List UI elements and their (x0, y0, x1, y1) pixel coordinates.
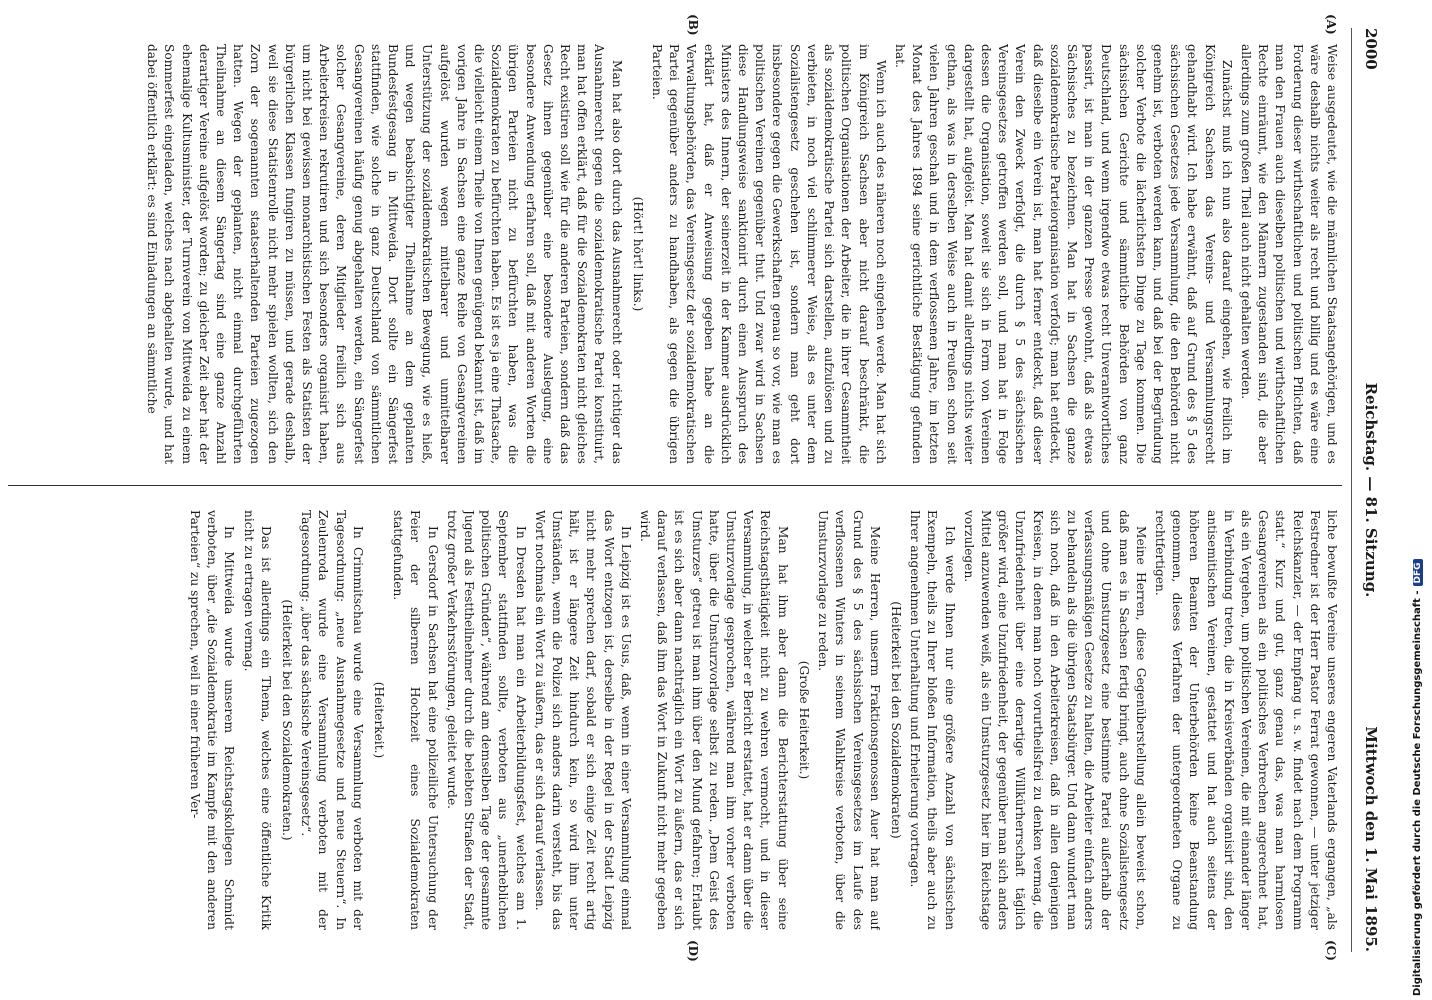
rotated-page (0, 10, 1390, 970)
margin-mark-b: (B) (686, 14, 700, 36)
paragraph: In Dresden hat man ein Arbeiterbildungsfest, welches am 1. September stattfinden sollte, verboten aus „unerheblichen politischen Gründen“, während am demselben Tage der gesammte Jugend als Festtheilnehmer durch die belebten Straßen der Stadt, trotz großer Verkehrsstörungen, geleitet wurde. (444, 510, 528, 930)
footer-credit: Digitalisierung gefördert durch die Deutsche Forschungsgemeinschaft - (1412, 590, 1423, 996)
paragraph: Wenn ich auch des näheren noch eingehen werde. Man hat sich im Königreich Sachsen aber nicht darauf beschränkt, die politischen Organisationen der Arbeiter, die in ihrer Gesammtheit als sozialdemokratische Partei sich darstellen, aufzulösen und zu verbieten, in noch viel schlimmerer Weise, als es unter dem Sozialistengesetz geschehen ist, sondern man geht dort insbesondere gegen die Gewerkschaften genau so vor, wie man es politischen Vereinen gegenüber thut. Und zwar wird in Sachsen diese Handlungsweise sanktionirt durch einen Ausspruch des Ministers des Innern, der seinerzeit in der Kammer ausdrücklich erklärt hat, daß er Anweisung gegeben habe an die Verwaltungsbehörden, das Vereinsgesetz der sozialdemokratischen Partei gegenüber anders zu handhaben, als gegen die übrigen Parteien. (650, 44, 888, 464)
paragraph: Das ist allerdings ein Thema, welches eine öffentliche Kritik nicht zu ertragen vermag. (241, 510, 273, 930)
interjection: (Große Heiterkeit.) (796, 660, 811, 780)
paragraph: Weise ausgedeutet, wie die männlichen Staatsangehörigen, und es wäre deshalb nichts weiter als recht und billig und es wäre eine Forderung dieser wirthschaftlichen und politischen Pflichten, daß man den Frauen auch dieselben politischen und wirthschaftlichen Rechte einräumt, wie den Männern zugestanden sind, die aber allerdings zum großen Theil auch nicht gehalten werden. (1238, 44, 1339, 464)
margin-mark-d: (D) (686, 940, 700, 962)
left-text-column (16, 44, 1340, 464)
session-date: Mittwoch den 1. Mai 1895. (1362, 726, 1380, 952)
margin-mark-c: (C) (1324, 940, 1338, 961)
digitization-footer (1412, 559, 1423, 996)
right-text-column (16, 510, 1340, 930)
interjection: (Heiterkeit.) (372, 681, 387, 759)
page-number: 2000 (1362, 28, 1380, 70)
paragraph: Meine Herren, diese Gegenüberstellung allein beweist schon, daß man es in Sachsen fertig bringt, auch ohne Sozialistengesetz und ohne Umsturzgesetz eine bestimmte Partei außerhalb der verfassungsmäßigen Gesetze zu halten, die Arbeiter einfach anders zu behandeln als die übrigen Staatsbürger. Und dann wundert man sich noch, daß in den Arbeiterkreisen, daß in allen denjenigen Kreisen, in denen man noch vorurtheilsfrei zu denken vermag, die Unzufriedenheit über eine derartige Willkürherrschaft täglich größer wird, eine Unzufriedenheit, der gegenüber man sich anders Mittel anzuwenden weiß, als ein Umsturzgesetz hier im Reichstage vorzulegen. (961, 510, 1148, 930)
margin-mark-a: (A) (1324, 14, 1338, 35)
running-title: Reichstag. — 81. Sitzung. (1362, 382, 1380, 598)
dfg-logo: DFG (1413, 559, 1423, 586)
paragraph: Man hat ihm aber dann die Berichterstattung über seine Reichstagsthätigkeit nicht zu wehren vermocht, und in dieser Versammlung, in welcher er Bericht erstattet, hat er dann über die Umsturzvorlage gesprochen, während man ihm vorher verboten hatte, über die Umsturzvorlage selbst zu reden. „Dem Geist des Umsturzes“ getreu ist man ihm über den Mund gefahren; Erlaubt ist es sich aber dann nachträglich ein Wort zu äußern, das er sich darauf verlassen, daß ihm das Wort in Zukunft nicht mehr gegeben wird. (638, 510, 790, 930)
paragraph: In Mittweida wurde unserem Reichstagskollegen Schmidt verboten, über „die Sozialdemokratie im Kampfe mit den anderen Parteien“ zu sprechen, weil in einer früheren Ver- (188, 510, 237, 930)
paragraph: Ich werde Ihnen nur eine größere Anzahl von sächsischen Exempeln, theils zu Ihrer bloßen Information, theils aber auch zu Ihrer angenehmen Unterhaltung und Erheiterung vortragen. (908, 510, 957, 930)
paragraph: In Leipzig ist es Usus, daß, wenn in einer Versammlung einmal das Wort entzogen ist, derselbe in der Regel in der Stadt Leipzig nicht mehr sprechen darf, sobald er sich einige Zeit recht artig hält, ist er längere Zeit hindurch kein, so wird ihm unter Umständen, wenn die Polizei sich anders darin versteht, bis das Wort nochmals ein Wort zu äußern, das er sich darauf verlassen. (532, 510, 633, 930)
interjection: (Heiterkeit bei den Sozialdemokraten) (888, 601, 903, 839)
paragraph: In Gersdorf in Sachsen hat eine polizeiliche Untersuchung der Feier der silbernen Hochzeit eines Sozialdemokraten stattgefunden. (391, 510, 440, 930)
paragraph: In Crimmitschau wurde eine Versammlung verboten mit der Tagesordnung: „neue Ausnahmegesetze und neue Steuern“. In Zeulenroda wurde eine Versammlung verboten mit der Tagesordnung: „über das sächsische Vereinsgesetz“. (299, 510, 365, 930)
paragraph: liche bewußte Vereine unseres engeren Vaterlands ergangen, „als Festredner ist der Herr Pastor Ferrat gewonnen, — unter jetziger Reichskanzler, — der Empfang u. s. w. findet nach dem Programm statt.“ Kurz und gut, ganz genau das, was man harmlosen Gesangvereinen als ein politisches Verbrechen angerechnet hat, als ein Vergehen, um politischen Vereinen, die mit einander länger in Verbindung treten, die in Kreisverbänden organisirt sind, den antisemitischen Vereinen, gestattet und hat auch seitens der höheren Beamten der Unterbehörden keine Beanstandung genommen, dieses Verfahren der untergeordneten Organe zu rechtfertigen. (1152, 510, 1339, 930)
paragraph: Meine Herren, unserm Fraktionsgenossen Auer hat man auf Grund des § 5 des sächsischen Vereinsgesetzes im Laufe des verflossenen Winters in seinem Wahlkreise verboten, über die Umsturzvorlage zu reden. (816, 510, 882, 930)
column-divider (8, 485, 1342, 486)
interjection: (Hört! hört! links.) (630, 196, 645, 312)
page-header (1351, 28, 1390, 952)
paragraph: Zunächst muß ich nun also darauf eingehen, wie freilich im Königreich Sachsen das Vereins- und Versammlungsrecht gehandhabt wird. Ich habe erwähnt, daß auf Grund des § 5 des sächsischen Gesetzes jede Versammlung, die den Behörden nicht genehm ist, verboten werden kann, und daß bei der Begründung solcher Verbote die lächerlichsten Dinge zu Tage kommen. Die sächsischen Gerichte und sämmtliche Behörden von ganz Deutschland, und wenn irgendwo etwas recht Unverantwortliches passirt, ist man in der ganzen Presse gewohnt, daß als etwas Sächsisches zu bezeichnen. Man hat in Sachsen die ganze sozialdemokratische Parteiorganisation verfolgt; man hat entdeckt, daß dieselbe ein Verein ist, man hat ferner entdeckt, daß dieser Verein den Zweck verfolgt, die durch § 5 des sächsischen Vereinsgesetzes getroffen werden soll, und man hat in Folge dessen die Organisation, soweit sie sich in Form von Vereinen dargestellt hat, aufgelöst. Man hat damit allerdings nichts weiter gethan, als was in derselben Weise auch in Preußen schon seit vielen Jahren geschah und in dem verflossenen Jahre, im letzten Monat des Jahres 1894 seine gerichtliche Bestätigung gefunden hat. (892, 44, 1234, 464)
paragraph: Man hat also dort durch das Ausnahmerecht oder richtiger das Ausnahmerecht gegen die sozialdemokratische Partei konstituirt, man hat offen erklärt, daß für die Sozialdemokraten nicht gleiches Recht existiren soll wie für die anderen Parteien, sondern daß das Gesetz ihnen gegenüber eine besondere Auslegung, eine besondere Anwendung erfahren soll, daß mit anderen Worten die übrigen Parteien nicht zu befürchten haben, was die Sozialdemokraten zu befürchten haben. Es ist es ja eine Thatsache, die vielleicht einem Theile von Ihnen genügend bekannt ist, daß im vorigen Jahre in Sachsen eine ganze Reihe von Gesangvereinen aufgelöst wurden wegen mittelbarer und unmittelbarer Unterstützung der sozialdemokratischen Bewegung, wie es hieß, und wegen beabsichtigter Theilnahme an dem geplanten Bundesfestgesang in Mittweida. Dort sollte ein Sängerfest stattfinden, wie solche in ganz Deutschland von sämmtlichen Gesangvereinen häufig genug abgehalten werden, ein Sängerfest solcher Gesangvereine, deren Mitglieder freilich sich aus Arbeiterkreisen rekrutiren und sich besonders organisirt haben, um nicht bei gewissen monarchistischen Festen als Statisten der bürgerlichen Klassen fungiren zu müssen, und gerade deshalb, weil sie diese Statistenrolle nicht mehr spielen wollten, sich den Zorn der sogenannten staatserhaltenden Parteien zugezogen hatten. Wegen der geplanten, nicht einmal durchgeführten Theilnahme an diesem Sängertag sind eine ganze Anzahl derartiger Vereine aufgelöst worden; zu gleicher Zeit aber hat der ehemalige Kultusminister, der Turnverein von Mittweida zu einem Sommerfest eingeladen, welches nach abgehalten wurde, und hat dabei öffentlich erklärt: es sind Einladungen an sämmtliche (145, 44, 624, 464)
interjection: (Heiterkeit bei den Sozialdemokraten.) (280, 599, 295, 841)
